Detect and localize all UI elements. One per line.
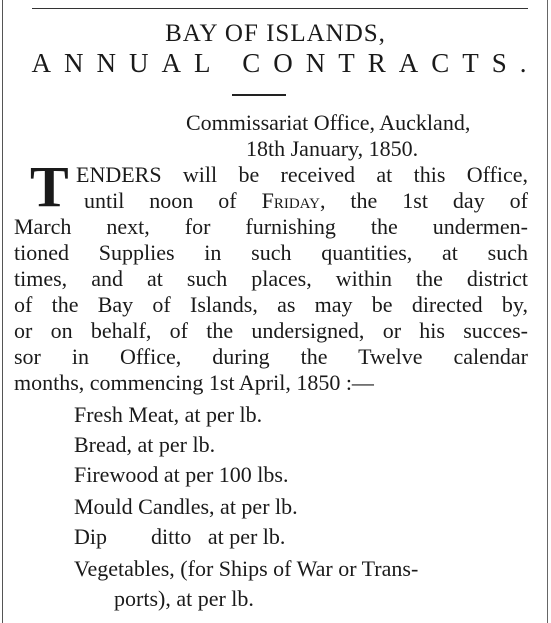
supply-item-firewood: Firewood at per 100 lbs.: [74, 462, 289, 487]
body-line-2-post: , the 1st day of: [319, 188, 528, 213]
supply-item-vegetables-cont: ports), at per lb.: [114, 586, 254, 611]
body-line-6: of the Bay of Islands, as may be directed by,: [14, 292, 528, 317]
dateline-date: 18th January, 1850.: [246, 136, 419, 161]
body-line-4: tioned Supplies in such quantities, at such: [14, 240, 528, 265]
body-line-5: times, and at such places, within the district: [14, 266, 528, 291]
drop-cap: T: [30, 154, 69, 219]
body-line-3: March next, for furnishing the undermen-: [14, 214, 528, 239]
headline-location: BAY OF ISLANDS,: [165, 20, 386, 47]
supply-item-dip-candles: Dip ditto at per lb.: [74, 524, 286, 549]
top-divider-rule: [32, 8, 528, 9]
body-line-9: months, commencing 1st April, 1850 :—: [14, 370, 374, 395]
headline-contracts: ANNUAL CONTRACTS.: [31, 48, 540, 78]
body-line-2-day: Friday: [261, 188, 320, 213]
supply-item-fresh-meat: Fresh Meat, at per lb.: [74, 402, 263, 427]
right-column-rule: [547, 0, 548, 623]
body-line-2: [84, 188, 528, 214]
dateline-office: Commissariat Office, Auckland,: [186, 110, 471, 135]
supply-item-vegetables: Vegetables, (for Ships of War or Trans-: [74, 556, 419, 581]
body-line-1: ENDERS will be received at this Office,: [76, 162, 528, 187]
supply-item-mould-candles: Mould Candles, at per lb.: [74, 494, 298, 519]
body-line-7: or on behalf, of the undersigned, or his succes-: [14, 318, 528, 343]
body-line-2-pre: until noon of: [84, 188, 262, 213]
supply-item-bread: Bread, at per lb.: [74, 432, 216, 457]
headline-divider: [232, 94, 286, 96]
left-column-rule: [2, 0, 3, 623]
body-line-8: sor in Office, during the Twelve calendar: [14, 344, 528, 369]
